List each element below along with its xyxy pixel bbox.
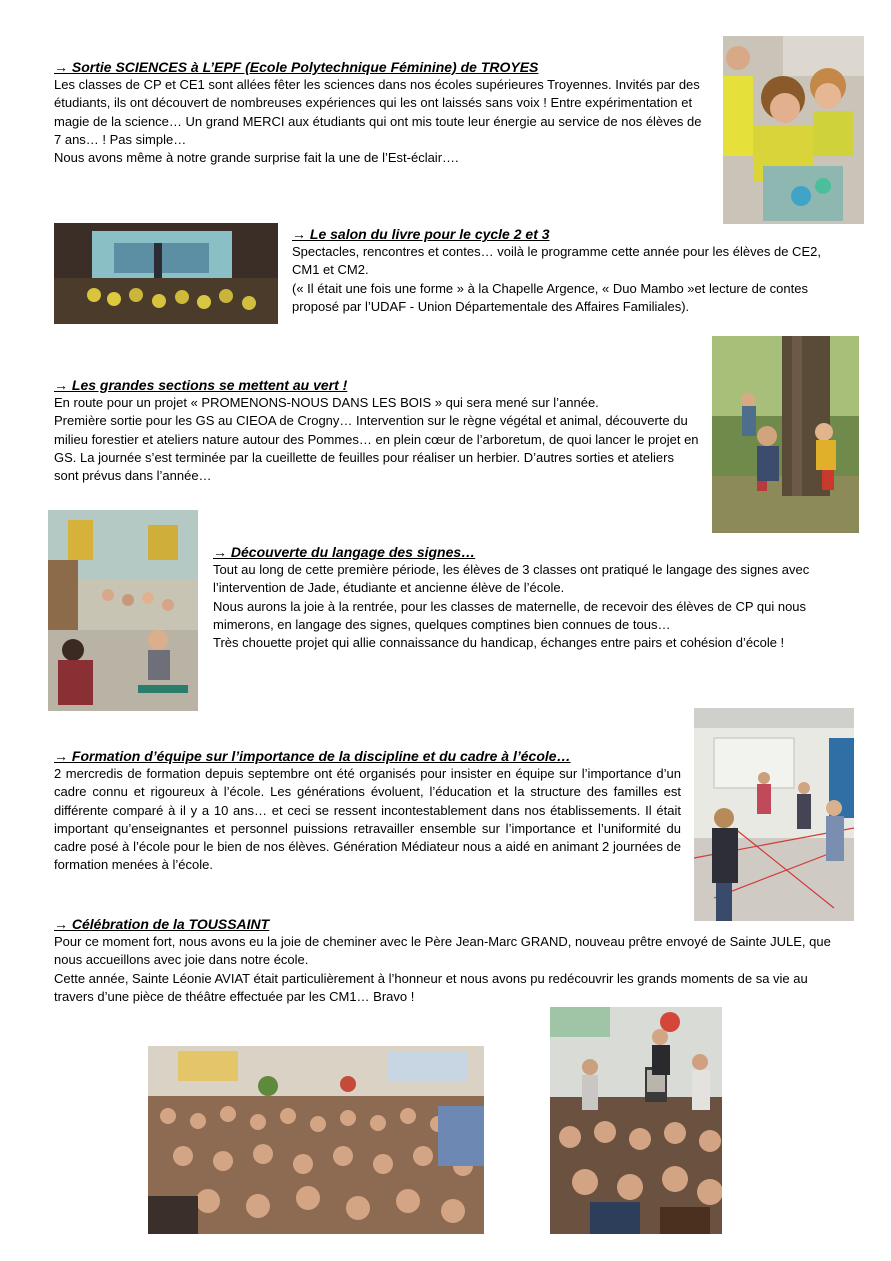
section-vert — [54, 376, 700, 485]
section-paragraph: Nous avons même à notre grande surprise fait la une de l’Est-éclair…. — [54, 150, 459, 166]
photo-toussaint-theatre — [550, 1007, 722, 1234]
section-paragraph: Tout au long de cette première période, les élèves de 3 classes ont pratiqué le langage des signes avec l’intervention de Jade, étudiante et ancienne élève de l’école. — [213, 562, 810, 596]
section-title: → Célébration de la TOUSSAINT — [54, 916, 270, 932]
section-title: → Découverte du langage des signes… — [213, 544, 476, 560]
section-salon — [292, 225, 839, 316]
photo-science-experiment — [723, 36, 864, 224]
section-paragraph: Première sortie pour les GS au CIEOA de Crogny… Intervention sur le règne végétal et animal, découverte du milieu forestier et ateliers nature autour des Pommes… en plein cœur de l’arboretum, de quoi lancer le projet en GS. La journée s’est terminée par la cueillette de feuilles pour réaliser un herbier. D’autres sorties et ateliers sont prévus dans l’année… — [54, 413, 699, 484]
section-sciences — [54, 58, 711, 167]
section-title: → Sortie SCIENCES à L’EPF (Ecole Polytechnique Féminine) de TROYES — [54, 59, 539, 75]
photo-toussaint-assembly — [148, 1046, 484, 1234]
section-paragraph: En route pour un projet « PROMENONS-NOUS DANS LES BOIS » qui sera mené sur l’année. — [54, 395, 599, 410]
section-paragraph: Pour ce moment fort, nous avons eu la joie de cheminer avec le Père Jean-Marc GRAND, nouveau prêtre envoyé de Sainte JULE, que nous accueillons avec joie dans notre école. — [54, 934, 831, 968]
section-title: → Les grandes sections se mettent au vert ! — [54, 377, 348, 393]
section-paragraph: Très chouette projet qui allie connaissance du handicap, échanges entre pairs et cohésion d’école ! — [213, 635, 785, 651]
section-paragraph: 2 mercredis de formation depuis septembre ont été organisés pour insister en équipe sur l’importance d’un cadre connu et rigoureux à l’école. Les générations évoluent, l’éducation et la structure des familles est différente comparé à il y a 10 ans… et ceci se ressent incontestablement dans nos établissements. Il était important qu’enseignantes et personnel puissions retravailler ensemble sur l’importance et l’uniformité du cadre posé à l’école pour le bien de nos élèves. Génération Médiateur nous a aidé en animant 2 journées de formation menées à l’école. — [54, 766, 681, 873]
section-formation — [54, 747, 681, 875]
photo-forest-tree-hug — [712, 336, 859, 533]
section-title: → Le salon du livre pour le cycle 2 et 3 — [292, 226, 550, 242]
section-paragraph: Les classes de CP et CE1 sont allées fêter les sciences dans nos écoles supérieures Troyennes. Invités par des étudiants, ils ont découvert de nombreuses expériences qui les ont laissés sans voix ! Entre expérimentation et magie de la science… Un grand MERCI aux étudiants qui ont mis toute leur énergie au service de nos élèves de 7 ans… ! Pas simple… — [54, 77, 702, 147]
section-paragraph: Spectacles, rencontres et contes… voilà le programme cette année pour les élèves de CE2, CM1 et CM2. — [292, 244, 821, 278]
section-title: → Formation d’équipe sur l’importance de la discipline et du cadre à l’école… — [54, 748, 571, 764]
photo-sign-language-class — [48, 510, 198, 711]
photo-team-training — [694, 708, 854, 921]
photo-book-fair-screening — [54, 223, 278, 324]
section-paragraph: Cette année, Sainte Léonie AVIAT était particulièrement à l’honneur et nous avons pu redécouvrir les grands moments de sa vie au travers d’une pièce de théâtre effectuée par les CM1… Bravo ! — [54, 970, 808, 1004]
section-paragraph: Nous aurons la joie à la rentrée, pour les classes de maternelle, de recevoir des élèves de CP qui nous mimerons, en langage des signes, quelques comptines bien connues de tous… — [213, 598, 807, 632]
section-paragraph: (« Il était une fois une forme » à la Chapelle Argence, « Duo Mambo »et lecture de contes proposé par l’UDAF - Union Départementale des Affaires Familiales). — [292, 280, 808, 314]
section-toussaint — [54, 915, 839, 1006]
section-signes — [213, 543, 839, 652]
